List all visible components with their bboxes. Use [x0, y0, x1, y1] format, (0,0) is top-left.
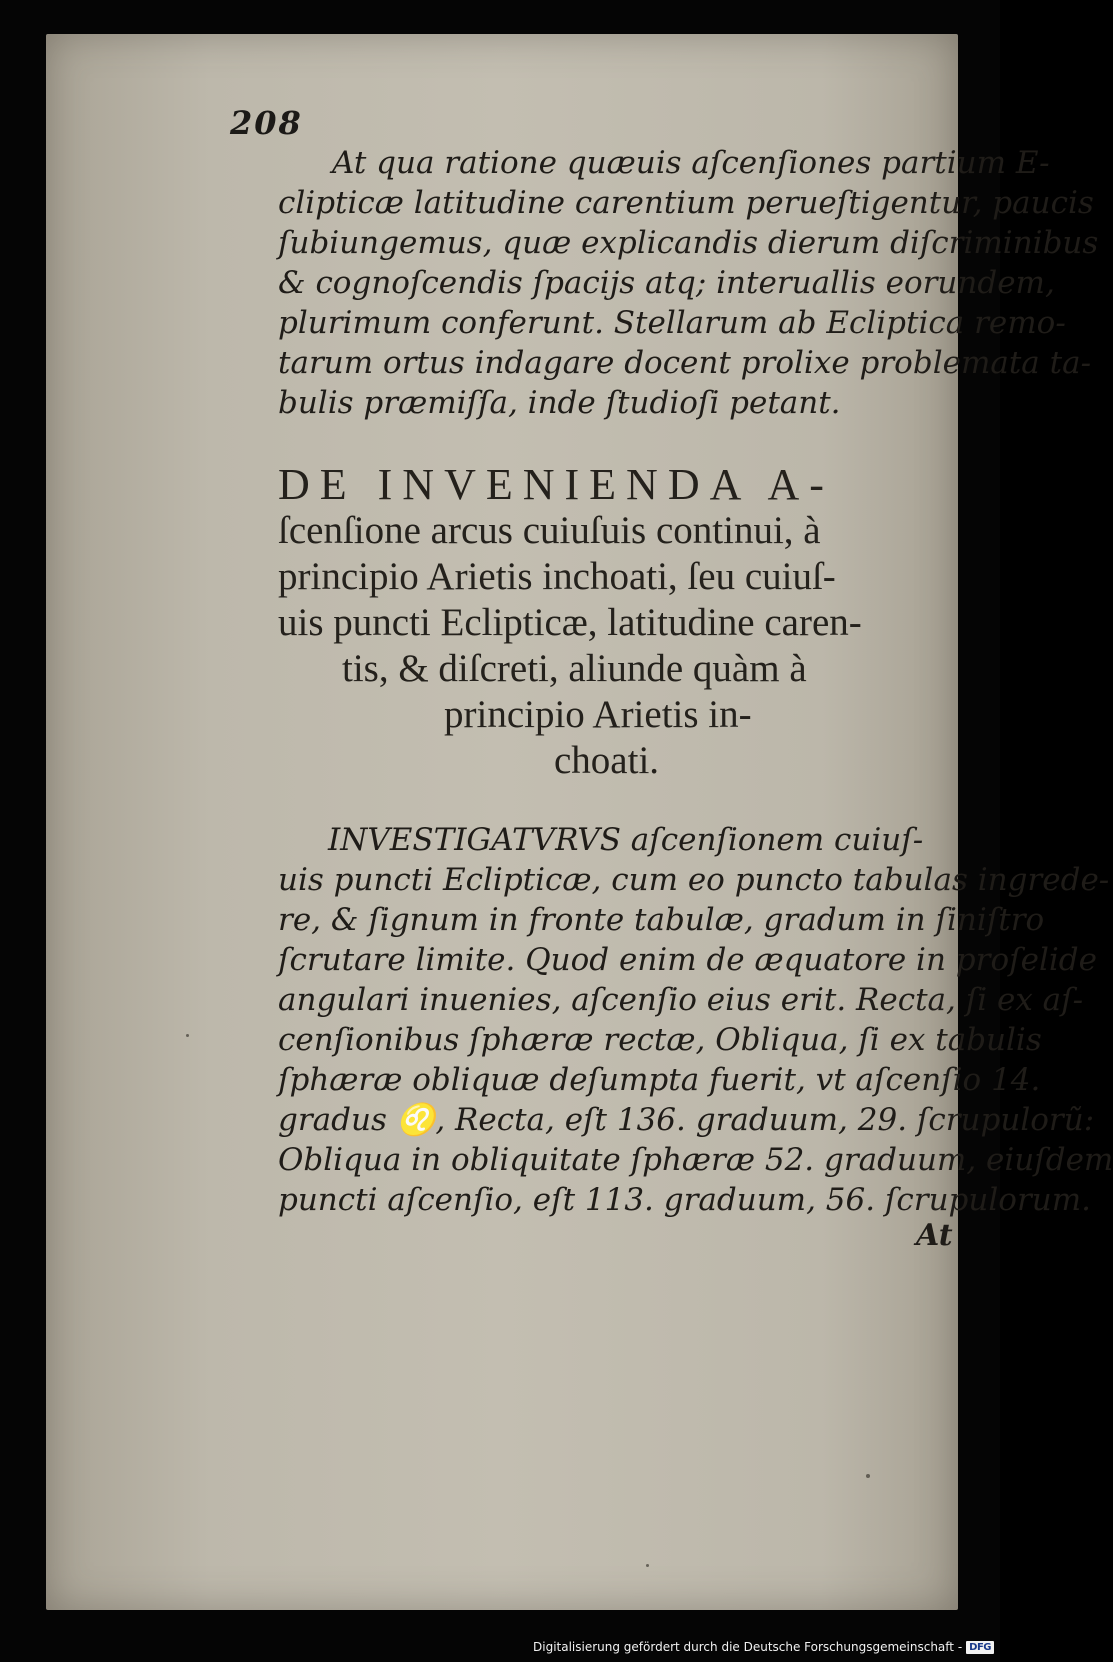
intro-line: & cognoſcendis ſpacijs atq; interuallis eorundem, [278, 265, 1055, 301]
body-line: re, & ſignum in fronte tabulæ, gradum in ſiniſtro [278, 902, 1045, 938]
body-line: INVESTIGATVRVS aſcenſionem cuiuſ- [328, 822, 924, 858]
intro-paragraph [278, 143, 1099, 423]
paper-speck [646, 1564, 649, 1567]
body-line: ſcrutare limite. Quod enim de æquatore in proſelide [278, 942, 1097, 978]
heading-line: uis puncti Eclipticæ, latitudine caren- [278, 601, 862, 644]
intro-line: bulis præmiſſa, inde ſtudioſi petant. [278, 385, 841, 421]
body-line: ſphæræ obliquæ deſumpta fuerit, vt aſcenſio 14. [278, 1062, 1041, 1098]
heading-line: principio Arietis in- [444, 693, 752, 736]
body-paragraph [278, 820, 1113, 1220]
credit-text: Digitalisierung gefördert durch die Deutsche Forschungsgemeinschaft - [533, 1640, 963, 1654]
body-line: uis puncti Eclipticæ, cum eo puncto tabulas ingrede- [278, 862, 1110, 898]
heading-line: principio Arietis inchoati, ſeu cuiuſ- [278, 555, 836, 598]
intro-line: ſubiungemus, quæ explicandis dierum diſcriminibus [278, 225, 1099, 261]
body-line: gradus ♌, Recta, eſt 136. graduum, 29. ſcrupulorũ: [278, 1102, 1095, 1138]
dfg-logo-icon: DFG [966, 1641, 994, 1654]
body-line: puncti aſcenſio, eſt 113. graduum, 56. ſcrupulorum. [278, 1182, 1091, 1218]
body-line: angulari inuenies, aſcenſio eius erit. Recta, ſi ex aſ- [278, 982, 1084, 1018]
heading-line: tis, & diſcreti, aliunde quàm à [342, 647, 807, 690]
catchword: At [916, 1218, 953, 1253]
heading-line: DE INVENIENDA A- [278, 460, 834, 509]
intro-line: At qua ratione quæuis aſcenſiones partium E- [332, 145, 1050, 181]
heading-line: ſcenſione arcus cuiuſuis continui, à [278, 509, 821, 552]
section-heading [278, 462, 958, 784]
intro-line: clipticæ latitudine carentium perueſtigentur, paucis [278, 185, 1094, 221]
intro-line: plurimum conferunt. Stellarum ab Ecliptica remo- [278, 305, 1066, 341]
intro-line: tarum ortus indagare docent prolixe problemata ta- [278, 345, 1092, 381]
page-number: 208 [230, 104, 303, 142]
paper-speck [866, 1474, 870, 1478]
digitization-credit [533, 1640, 994, 1654]
heading-line: choati. [554, 739, 660, 782]
paper-speck [186, 1034, 189, 1037]
body-line: Obliqua in obliquitate ſphæræ 52. graduum, eiuſdem [278, 1142, 1113, 1178]
body-line: cenſionibus ſphæræ rectæ, Obliqua, ſi ex tabulis [278, 1022, 1042, 1058]
